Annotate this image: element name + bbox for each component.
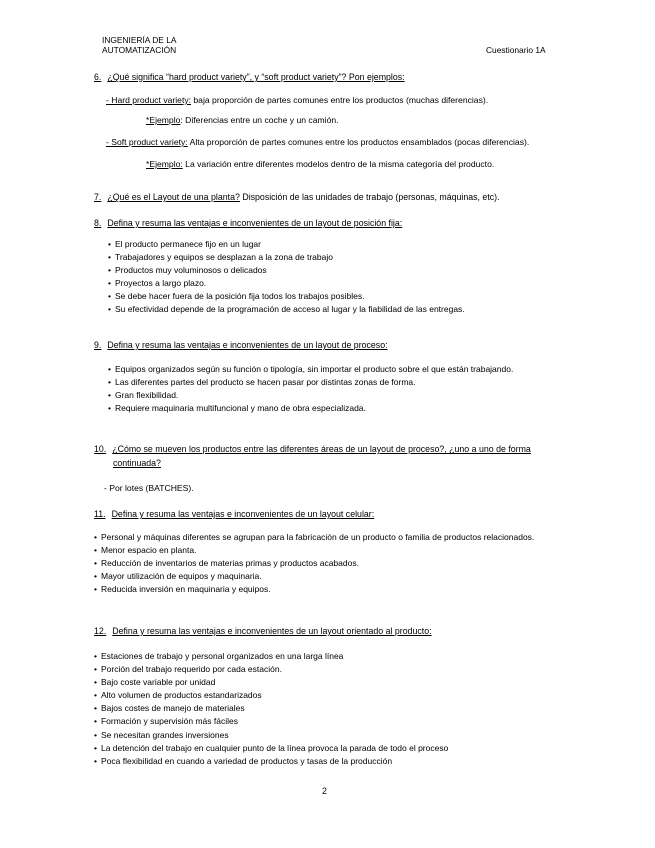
question-11-number: 11. [94,509,106,519]
hard-variety-term: - Hard product variety: [106,95,192,105]
header-questionnaire: Cuestionario 1A [486,45,546,55]
list-item: • Alto volumen de productos estandarizados [94,689,448,702]
question-10-number: 10. [94,444,107,454]
list-item: • Requiere maquinaria multifuncional y mano de obra especializada. [108,402,513,415]
list-item: • Bajo coste variable por unidad [94,676,448,689]
question-7-number: 7. [94,192,102,202]
process-layout-list [108,363,513,415]
page-number: 2 [322,786,327,796]
list-item: • Las diferentes partes del producto se hacen pasar por distintas zonas de forma. [108,376,513,389]
header-subject-line1: INGENIERÍA DE LA [102,35,177,45]
list-item: • Poca flexibilidad en cuando a variedad de productos y tasas de la producción [94,755,448,768]
list-item: • Trabajadores y equipos se desplazan a la zona de trabajo [108,251,465,264]
question-10 [94,442,531,470]
question-6-number: 6. [94,72,102,82]
question-12-text: Defina y resuma las ventajas e inconvenientes de un layout orientado al producto: [112,626,432,636]
list-item: • Formación y supervisión más fáciles [94,715,448,728]
question-7 [94,192,500,202]
list-item: • El producto permanece fijo en un lugar [108,238,465,251]
list-item: • Proyectos a largo plazo. [108,277,465,290]
soft-variety-definition [106,137,529,147]
hard-example-text: : Diferencias entre un coche y un camión. [180,115,339,125]
question-11 [94,509,374,519]
question-10-text-line2: continuada? [113,458,161,468]
question-7-answer: Disposición de las unidades de trabajo (personas, máquinas, etc). [239,192,500,202]
soft-variety-text: Alta proporción de partes comunes entre los productos ensamblados (pocas diferencias). [187,137,530,147]
list-item: • Porción del trabajo requerido por cada estación. [94,663,448,676]
header-subject [102,35,176,55]
list-item: • Gran flexibilidad. [108,389,513,402]
soft-example-text: La variación entre diferentes modelos dentro de la misma categoría del producto. [182,159,495,169]
list-item: • Bajos costes de manejo de materiales [94,702,448,715]
fixed-layout-list [108,238,465,317]
header-subject-line2: AUTOMATIZACIÓN [102,45,177,55]
cellular-layout-list [94,531,534,596]
question-8-text: Defina y resuma las ventajas e inconvenientes de un layout de posición fija: [107,218,403,228]
list-item: • Su efectividad depende de la programación de acceso al lugar y la fiabilidad de las entregas. [108,303,465,316]
question-6-text: ¿Qué significa “hard product variety”, y “soft product variety”? Pon ejemplos: [107,72,405,82]
question-12-number: 12. [94,626,107,636]
question-7-text: ¿Qué es el Layout de una planta? [107,192,240,202]
question-10-text-line1: ¿Cómo se mueven los productos entre las diferentes áreas de un layout de proceso?, ¿uno a uno de forma [112,444,531,454]
hard-variety-example [146,115,339,125]
list-item: • Reducción de inventarios de materias primas y productos acabados. [94,557,534,570]
list-item: • Se debe hacer fuera de la posición fija todos los trabajos posibles. [108,290,465,303]
soft-variety-example [146,159,494,169]
list-item: • Estaciones de trabajo y personal organizados en una larga línea [94,650,448,663]
list-item: • Equipos organizados según su función o tipología, sin importar el producto sobre el que están trabajando. [108,363,513,376]
list-item: • Personal y máquinas diferentes se agrupan para la fabricación de un producto o familia de productos relacionados. [94,531,534,544]
soft-variety-term: - Soft product variety: [106,137,188,147]
soft-example-label: *Ejemplo: [146,159,183,169]
hard-variety-text: baja proporción de partes comunes entre los productos (muchas diferencias). [191,95,489,105]
hard-variety-definition [106,95,488,105]
list-item: • Se necesitan grandes inversiones [94,729,448,742]
list-item: • La detención del trabajo en cualquier punto de la línea provoca la parada de todo el proceso [94,742,448,755]
question-12 [94,626,432,636]
question-11-text: Defina y resuma las ventajas e inconvenientes de un layout celular: [111,509,375,519]
question-8 [94,218,402,228]
question-9-text: Defina y resuma las ventajas e inconvenientes de un layout de proceso: [107,340,388,350]
question-9 [94,340,388,350]
list-item: • Menor espacio en planta. [94,544,534,557]
list-item: • Productos muy voluminosos o delicados [108,264,465,277]
list-item: • Reducida inversión en maquinaria y equipos. [94,583,534,596]
hard-example-label: *Ejemplo [146,115,181,125]
question-9-number: 9. [94,340,102,350]
question-8-number: 8. [94,218,102,228]
list-item: • Mayor utilización de equipos y maquinaria. [94,570,534,583]
question-6 [94,72,405,82]
product-layout-list [94,650,448,768]
question-10-answer: - Por lotes (BATCHES). [104,483,194,493]
